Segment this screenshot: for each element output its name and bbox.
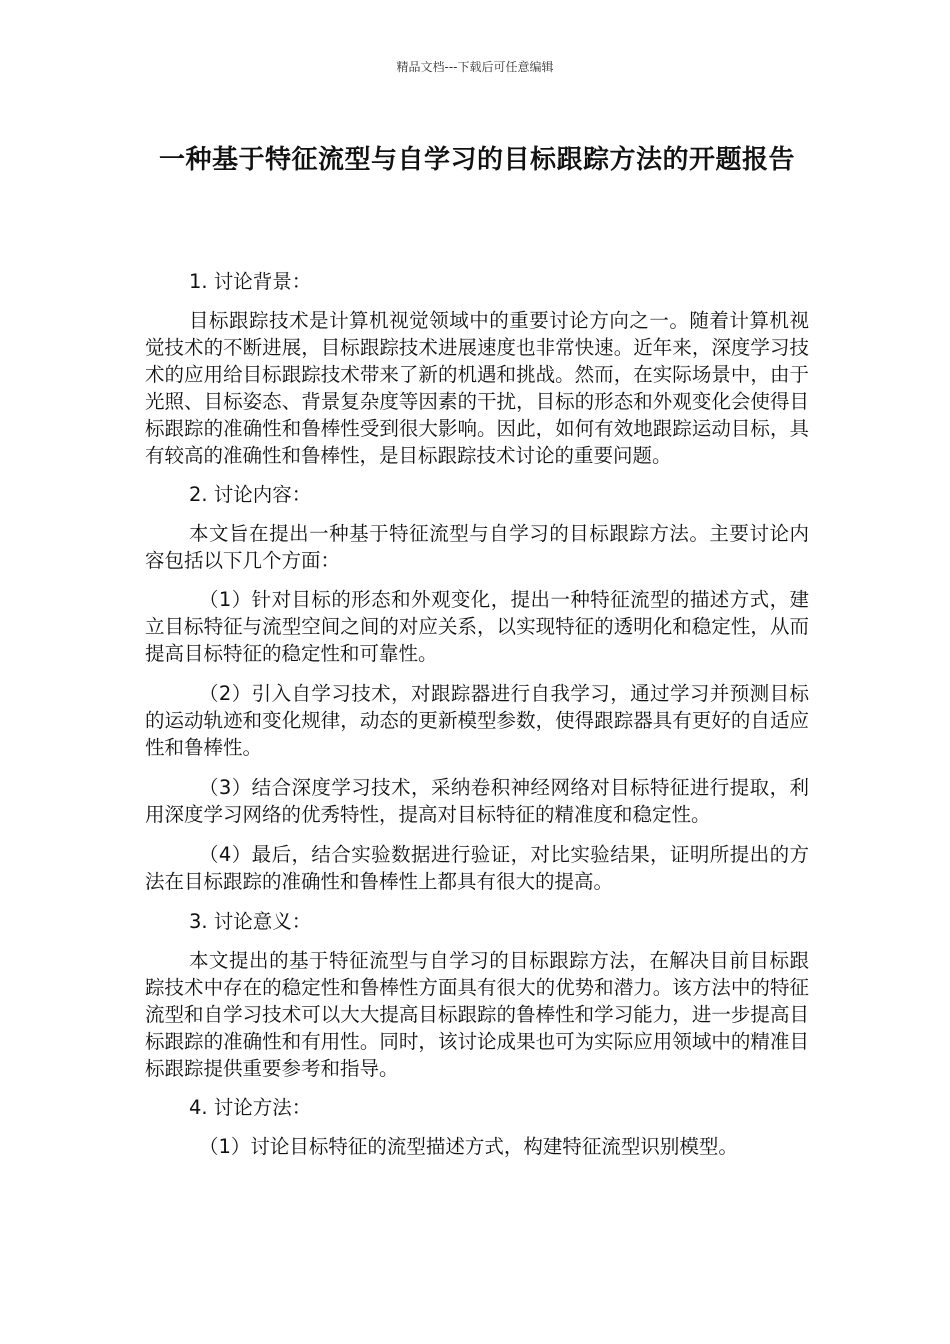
document-title: 一种基于特征流型与自学习的目标跟踪方法的开题报告: [158, 145, 795, 175]
content-list-item: （4）最后，结合实验数据进行验证，对比实验结果，证明所提出的方法在目标跟踪的准确性和鲁棒性上都具有很大的提高。: [145, 843, 809, 893]
content-intro-paragraph: 本文旨在提出一种基于特征流型与自学习的目标跟踪方法。主要讨论内容包括以下几个方面：: [145, 522, 809, 572]
header-note: 精品文档---下载后可任意编辑: [396, 60, 554, 74]
method-list-item: （1）讨论目标特征的流型描述方式，构建特征流型识别模型。: [199, 1135, 738, 1158]
document-body: [145, 268, 809, 1160]
section-heading-significance: 3. 讨论意义：: [189, 910, 312, 933]
section-heading-method: 4. 讨论方法：: [189, 1096, 312, 1119]
background-paragraph: 目标跟踪技术是计算机视觉领域中的重要讨论方向之一。随着计算机视觉技术的不断进展，目标跟踪技术进展速度也非常快速。近年来，深度学习技术的应用给目标跟踪技术带来了新的机遇和挑战。然而，在实际场景中，由于光照、目标姿态、背景复杂度等因素的干扰，目标的形态和外观变化会使得目标跟踪的准确性和鲁棒性受到很大影响。因此，如何有效地跟踪运动目标，具有较高的准确性和鲁棒性，是目标跟踪技术讨论的重要问题。: [145, 309, 809, 467]
section-heading-content: 2. 讨论内容：: [189, 483, 312, 506]
content-list-item: （3）结合深度学习技术，采纳卷积神经网络对目标特征进行提取，利用深度学习网络的优秀特性，提高对目标特征的精准度和稳定性。: [145, 776, 809, 826]
significance-paragraph: 本文提出的基于特征流型与自学习的目标跟踪方法，在解决目前目标跟踪技术中存在的稳定性和鲁棒性方面具有很大的优势和潜力。该方法中的特征流型和自学习技术可以大大提高目标跟踪的鲁棒性和学习能力，进一步提高目标跟踪的准确性和有用性。同时，该讨论成果也可为实际应用领域中的精准目标跟踪提供重要参考和指导。: [145, 949, 809, 1080]
content-list-item: （1）针对目标的形态和外观变化，提出一种特征流型的描述方式，建立目标特征与流型空间之间的对应关系，以实现特征的透明化和稳定性，从而提高目标特征的稳定性和可靠性。: [145, 588, 809, 665]
content-list-item: （2）引入自学习技术，对跟踪器进行自我学习，通过学习并预测目标的运动轨迹和变化规律，动态的更新模型参数，使得跟踪器具有更好的自适应性和鲁棒性。: [145, 682, 809, 759]
section-heading-background: 1. 讨论背景：: [189, 270, 312, 293]
